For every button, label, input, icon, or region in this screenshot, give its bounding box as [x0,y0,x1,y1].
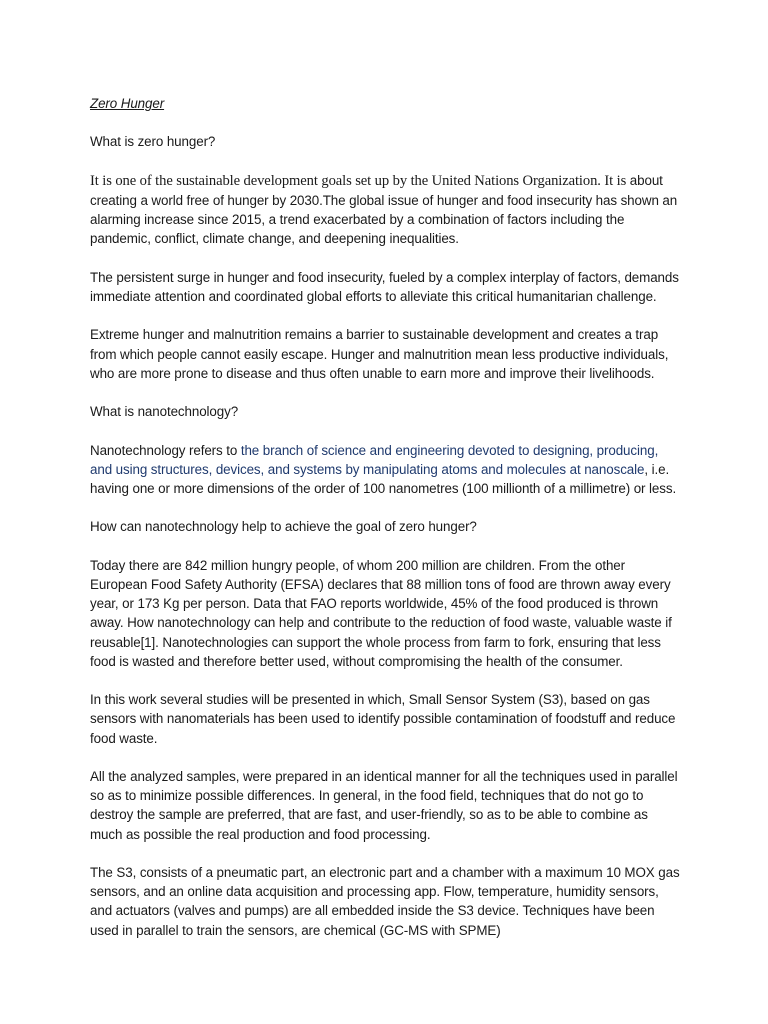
paragraph-s3-description: The S3, consists of a pneumatic part, an electronic part and a chamber with a maximum 10 MOX gas sensors, and an online data acquisition and processing app. Flow, temperature, humidity sensors, and actuators (valves and pumps) are all embedded inside the S3 device. Techniques have been used in parallel to train the sensors, are chemical (GC-MS with SPME) [90,864,680,938]
document-page [90,94,680,959]
paragraph-analyzed-samples: All the analyzed samples, were prepared in an identical manner for all the techniques used in parallel so as to minimize possible differences. In general, in the food field, techniques that do not go to destroy the sample are preferred, that are fast, and user-friendly, so as to be able to combine as much as possible the real production and food processing. [90,768,678,842]
intro-text-rest: about creating a world free of hunger by 2030.The global issue of hunger and food insecurity has shown an alarming increase since 2015, a trend exacerbated by a combination of factors including the pandemic, conflict, climate change, and deepening inequalities. [90,172,678,247]
paragraph-persistent-surge: The persistent surge in hunger and food insecurity, fueled by a complex interplay of factors, demands immediate attention and coordinated global efforts to alleviate this critical humanitarian challenge. [90,269,679,304]
paragraph-zero-hunger-definition [90,171,680,249]
question-zero-hunger: What is zero hunger? [90,134,216,150]
question-nanotechnology: What is nanotechnology? [90,404,239,420]
paragraph-hungry-people: Today there are 842 million hungry people, of whom 200 million are children. From the other European Food Safety Authority (EFSA) declares that 88 million tons of food are thrown away every year, or 173 Kg per person. Data that FAO reports worldwide, 45% of the food produced is thrown away. How nanotechnology can help and contribute to the reduction of food waste, valuable waste if reusable[1]. Nanotechnologies can support the whole process from farm to fork, ensuring that less food is wasted and therefore better used, without compromising the health of the consumer. [90,557,672,669]
paragraph-extreme-hunger: Extreme hunger and malnutrition remains a barrier to sustainable development and creates a trap from which people cannot easily escape. Hunger and malnutrition mean less productive individuals, who are more prone to disease and thus often unable to earn more and improve their livelihoods. [90,327,669,381]
nanotech-definition-link[interactable]: the branch of science and engineering devoted to designing, producing, and using structures, devices, and systems by manipulating atoms and molecules at nanoscale [90,442,659,477]
document-title: Zero Hunger [90,96,165,111]
paragraph-nanotechnology-definition [90,441,680,499]
paragraph-s3-studies: In this work several studies will be presented in which, Small Sensor System (S3), based on gas sensors with nanomaterials has been used to identify possible contamination of foodstuff and reduce food waste. [90,692,676,746]
question-nanotech-zero-hunger: How can nanotechnology help to achieve the goal of zero hunger? [90,519,477,535]
nanotech-intro: Nanotechnology refers to [90,442,241,458]
serif-intro-text: It is one of the sustainable development goals set up by the United Nations Organization. It is [90,172,627,189]
nanotech-end: , i.e. having one or more dimensions of the order of 100 nanometres (100 millionth of a millimetre) or less. [90,461,677,496]
